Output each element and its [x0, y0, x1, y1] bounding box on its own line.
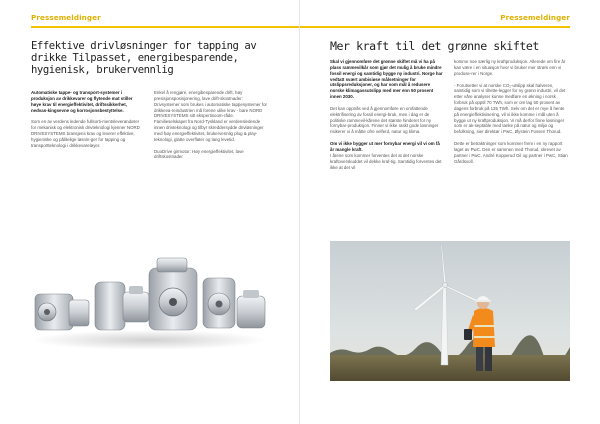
- article-column-1: [31, 90, 143, 155]
- article-subheading: Om vi ikke bygger ut mer fornybar energi vil vi om få år mangle kraft.: [330, 141, 440, 152]
- article-lead: Skal vi gjennomføre det grønne skiftet må vi ha på plass rammevilkår som gjør det mulig å bruke mindre fossil energi og samtidig bygge ny industri. Norge har vedtatt svært ambisiøse målsetninger for utslippsreduksjoner, og har som mål å redusere norske klimagassutslipp med mer enn 50 prosent innen 2030.: [330, 59, 443, 100]
- section-label: Pressemeldinger: [31, 13, 101, 22]
- article-column-2: [154, 90, 267, 166]
- section-label: Pressemeldinger: [500, 13, 570, 22]
- article-paragraph: Enkel å rengjøre, energibesparende drift, høy presisjonsposisjonering, lave drift-skostnader: Drivsystemer som brukes i automatiske tappesystemer for drikkeva-reindustrien må forene ulike krav - bare NORD DRIVESYSTEMS sitt ekspertisoom-råde. Familieselskapet fra Nord-Tyskland er verdensledende innen drivteknologi og tilbyr skreddersydde drivløsninger med høy energieffektivitet, brukervennlig plug & play-teknologi, glatte overflater og lang levetid.: [154, 90, 267, 142]
- article-column-1: [330, 59, 443, 176]
- article-paragraph: Det kan oppnås ved å gjennomføre en omfattende elektrifisering av fossil energi-bruk, men i dag er de politiske rammevil-kårene det største hinderet for ny fornybar-produksjon. Finner vi ikke raskt gode løsninger risikerer vi å måtte ofre velferd, natur og klima.: [330, 105, 439, 135]
- product-photo: [31, 212, 267, 352]
- article-paragraph: komme noe særlig ny kraftproduksjon. Allerede om fire år kan være i en situasjon hvor vi bruker mer strøm enn vi produse-rer i Norge.: [454, 59, 566, 76]
- article-lead: Automatiske tappe- og transport-systemer i produksjon av drikkevarer og flytende mat stiller høye krav til energieffektivitet, driftssikkerhet, nedvas-kingsevne og korrosjonsbestyttelse.: [31, 90, 133, 113]
- article-paragraph: - Forutsetter vi at norske CO₂-utslipp skal halveres, samtidig som vi tilrette-legger for ny grønn industri, vil det etter våre analyser kunne medføre en økning i norsk forbruk på opptil 70 TWh, som er om lag 50 prosent av dagens forbruk på 135 TWh. Selv om det er mye å hente på energieffektivisering, vil vi ikke komme i mål uten å bygge ut ny kraftproduksjon. Vi må derfor finne løsninger som er ak-septable med tanke på natur og miljø og befolkning, sier direktør i PwC, Øystein Fossen Thorud.: [454, 82, 566, 135]
- article-headline: Effektive drivløsninger for tapping av drikke Tilpasset, energibesparende, hygienisk, brukervennlig: [31, 40, 257, 76]
- article-paragraph: Dette er betraktninger som kommer frem i en ny rapport laget av PwC. Den er sammen med Thorud, skrevet av partner i PwC, André Kopperud Gil og partner i PwC, Stian Gårdsvoll.: [454, 141, 568, 164]
- section-rule: [300, 26, 570, 28]
- article-column-2: [454, 59, 570, 171]
- article-headline: Mer kraft til det grønne skiftet: [330, 39, 539, 53]
- wind-turbine-photo: [330, 241, 570, 381]
- right-page: [300, 0, 600, 424]
- section-rule: [31, 26, 299, 28]
- article-paragraph: DuoDrive girmotor: Høy energieffektivitet, lave driftskostnader: [154, 148, 244, 160]
- left-page: [0, 0, 299, 424]
- article-paragraph: I årene som kommer forventes det at det norske kraftoverskuddet vil dekke kraf-tig. Samtidig forventes det ikke at det vil: [330, 152, 442, 170]
- article-paragraph: Som en av verdens ledende fullsorti-mentsleverandører for mekanisk og elektronisk drivteknologi kjenner NORD DRIVESYSTEMS bransjens krav og leverer effektive, hygieniske og pålitelige løsnin-ger for tapping og transportteknologi i drikkevareløyer.: [31, 119, 140, 148]
